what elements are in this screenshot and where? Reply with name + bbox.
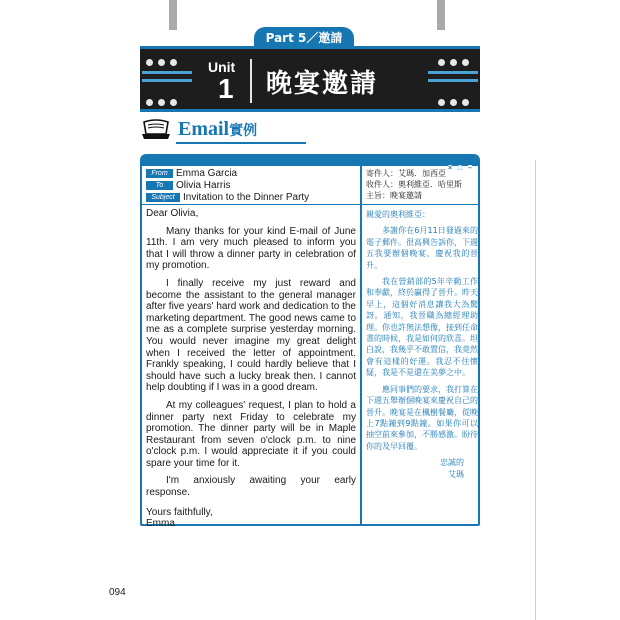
paragraph-cn: 應同事們的要求，我打算在下週五舉辦個晚宴來慶祝自己的晉升。晚宴是在楓樹餐廳，從晚上7點鐘到9點鐘。如果你可以抽空前來參加，不勝感激。盼待你的及早回覆。 [366, 384, 478, 451]
sign-dots-decoration [438, 93, 474, 111]
unit-title: 晚宴邀請 [266, 69, 379, 99]
close-icon[interactable]: × [447, 165, 453, 172]
section-underline [176, 142, 306, 144]
column-divider [360, 166, 362, 524]
sign-pole-right [437, 0, 445, 30]
subject-cn: 主旨：晚宴邀請 [366, 191, 422, 200]
from-value: Emma Garcia [176, 168, 238, 179]
to-value: Olivia Harris [176, 180, 231, 191]
header-divider [362, 204, 480, 205]
unit-sign [140, 46, 480, 112]
email-header-cn [366, 168, 478, 201]
subject-row [146, 192, 358, 204]
signature-cn: 艾瑪 [448, 469, 464, 479]
paragraph-cn: 我在營銷部的5年辛勤工作和奉獻，終於贏得了晉升。昨天早上，這個好消息讓我大為驚訝。通知，我晉職為總經理助理。你也許無法想像，接到任命書的時候，我是如何的欣喜。坦白說，我幾乎不敢置信，我竟然會有這樣的好運。我忍不住懷疑，我是不是還在美夢之中。 [366, 277, 478, 378]
paragraph: Many thanks for your kind E-mail of June 11th. I am very much pleased to inform you that I will throw a dinner party in celebration of my promotion. [146, 225, 356, 272]
sign-pole-left [169, 0, 177, 30]
page-edge-rule [535, 160, 536, 620]
sign-stripes-decoration [428, 71, 478, 87]
email-window-titlebar [142, 156, 478, 172]
sign-dots-decoration [146, 93, 182, 111]
sender-cn: 寄件人：艾瑪．加西亞 [366, 169, 446, 178]
signature: Emma [146, 518, 175, 530]
paragraph: I'm anxiously awaiting your early response. [146, 475, 356, 499]
closing: Yours faithfully, [146, 506, 213, 518]
email-header-en [146, 168, 358, 204]
email-window [140, 154, 480, 530]
minimize-icon[interactable]: – [466, 165, 474, 173]
paragraph-cn: 多謝你在6月11日發過來的電子郵件。很高興告訴你，下週五我要辦個晚宴，慶祝我的晉升。 [366, 226, 478, 270]
from-badge: From [146, 169, 173, 178]
subject-value: Invitation to the Dinner Party [183, 192, 310, 203]
sign-dots-decoration [146, 53, 182, 71]
unit-number: 1 [218, 73, 234, 104]
recipient-cn: 收件人：奧利維亞．哈里斯 [366, 180, 462, 189]
to-badge: To [146, 181, 173, 190]
header-divider [142, 204, 360, 205]
laptop-icon [140, 118, 172, 142]
email-body-cn [366, 209, 478, 480]
from-row [146, 168, 358, 180]
sign-stripes-decoration [142, 71, 192, 87]
paragraph: I finally receive my just reward and become the assistant to the general manager after five years' hard work and dedication to the marketing department. The good news came to me as a complete surprise yesterday morning. You would never imagine my great delight when I received the letter of appointment. Frankly speaking, I could hardly believe that I should have such a lucky break then. I cannot help doubting if I was in a good dream. [146, 277, 356, 394]
paragraph: At my colleagues' request, I plan to hold a dinner party next Friday to celebrate my promotion. The dinner party will be in Maple Restaurant from seven o'clock p.m. to nine o'clock p.m. I would appreciate it if you could spare your time for it. [146, 399, 356, 469]
section-title: Email實例 [178, 118, 258, 140]
maximize-icon[interactable]: □ [457, 165, 463, 172]
unit-divider [250, 59, 252, 103]
page-number: 094 [109, 587, 126, 598]
email-section-label [140, 116, 340, 144]
subject-badge: Subject [146, 193, 180, 202]
unit-word: Unit [208, 59, 236, 75]
salutation: Dear Olivia, [146, 208, 199, 219]
to-row [146, 180, 358, 192]
sign-dots-decoration [438, 53, 474, 71]
email-body-en [146, 208, 356, 536]
salutation-cn: 親愛的奧利維亞： [366, 210, 430, 219]
closing-cn: 忠誠的 [440, 458, 464, 468]
part-label: Part 5／邀請 [254, 27, 354, 49]
